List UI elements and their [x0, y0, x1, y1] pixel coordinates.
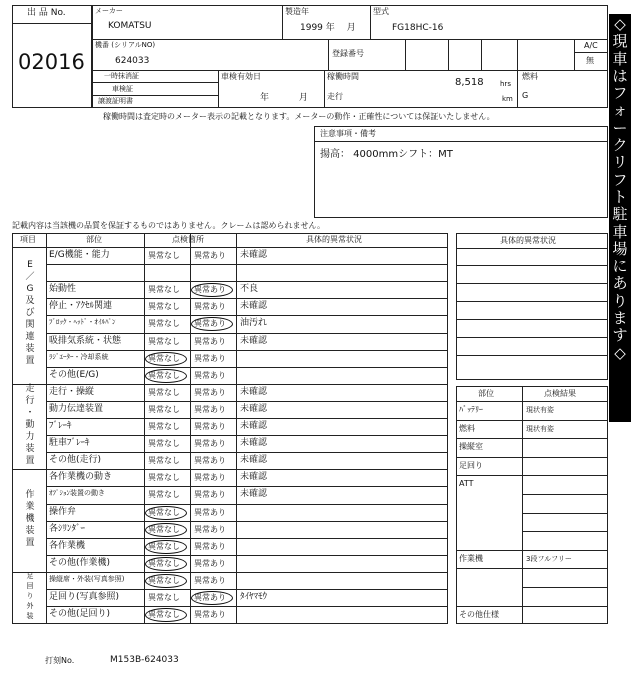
check-circle: [145, 608, 187, 622]
normal-option: 異常なし: [148, 473, 180, 483]
row-part: ﾗｼﾞｴｰﾀｰ・冷却系統: [49, 352, 109, 361]
side-banner-char: ク: [612, 136, 628, 155]
result-value: 3段フルフリー: [526, 554, 572, 563]
row-part: 走行・操縦: [49, 386, 95, 397]
header-line: [517, 39, 518, 70]
check-circle: [145, 523, 187, 537]
detail-line: [456, 319, 608, 320]
group-label-char: 回: [26, 581, 34, 590]
result-header-result: 点検結果: [544, 389, 576, 398]
group-label-char: 装: [26, 611, 34, 620]
stamp-label: 打刻No.: [45, 656, 75, 665]
inspection-value: 年 月: [260, 93, 308, 103]
group-label-char: 装: [25, 344, 35, 355]
detail-line: [456, 355, 608, 356]
abnormal-option: 異常あり: [194, 473, 226, 483]
result-part: 足回り: [459, 460, 483, 470]
row-part: 動力伝達装置: [49, 403, 104, 414]
group-label-char: 関: [25, 320, 35, 331]
group-label-char: 動: [25, 419, 35, 430]
table-line: [12, 469, 448, 470]
table-line: [236, 233, 237, 624]
result-line: [522, 386, 523, 624]
group-label-char: 置: [25, 356, 35, 367]
side-banner-char: り: [612, 291, 628, 310]
header-line: [405, 39, 406, 70]
side-banner-char: ま: [612, 309, 628, 328]
result-part: 燃料: [459, 423, 475, 433]
abnormal-option: 異常あり: [194, 387, 226, 397]
group-label-char: 作: [25, 489, 35, 500]
normal-option: 異常なし: [148, 251, 180, 260]
abnormal-option: 異常あり: [194, 319, 226, 329]
group-label-char: ／: [25, 272, 35, 283]
row-status: 未確認: [240, 386, 268, 397]
result-line: [456, 438, 608, 439]
year-value: 1999 年 月: [300, 23, 356, 33]
abnormal-option: 異常あり: [194, 422, 226, 431]
row-status: 不良: [240, 284, 259, 295]
header-line: [92, 95, 218, 96]
normal-option: 異常なし: [148, 319, 180, 329]
side-banner-char: 車: [612, 49, 628, 68]
table-line: [46, 452, 448, 453]
meter-notice: 稼働時間は査定時のメーター表示の記載となります。メーターの動作・正確性については保証いたしません。: [103, 112, 495, 121]
side-banner-char: は: [612, 66, 628, 85]
result-line: [522, 513, 608, 514]
km-unit: km: [502, 95, 513, 103]
side-banner-char: フ: [612, 84, 628, 103]
ac-value: 無: [586, 56, 594, 65]
header-line: [328, 39, 329, 70]
group-label-char: 及: [25, 296, 35, 307]
normal-option: 異常なし: [148, 610, 180, 620]
inspection-label: 車検有効日: [221, 72, 261, 81]
detail-header: 具体的異常状況: [500, 236, 556, 245]
result-line: [456, 401, 608, 402]
group-label-char: 行: [25, 395, 35, 406]
group-label-char: 装: [25, 443, 35, 454]
lot-divider: [12, 23, 92, 24]
hours-unit: hrs: [500, 80, 511, 88]
table-line: [46, 333, 448, 334]
table-line: [46, 606, 448, 607]
table-line: [46, 435, 448, 436]
row-part: 足回り(写真参照): [49, 592, 120, 602]
abnormal-option: 異常あり: [194, 610, 226, 620]
abnormal-option: 異常あり: [194, 336, 226, 346]
group-label-char: 外: [26, 601, 34, 610]
row-part: ｵﾌﾟｼｮﾝ装置の動き: [49, 489, 105, 498]
check-circle: [145, 540, 187, 554]
header-line: [92, 70, 218, 71]
row-part: 各作業機の動き: [49, 472, 113, 483]
normal-option: 異常なし: [148, 404, 180, 414]
row-status: 未確認: [240, 438, 268, 449]
row-part: その他(走行): [49, 455, 102, 466]
table-line: [46, 315, 448, 316]
table-line: [46, 504, 448, 505]
abnormal-option: 異常あり: [194, 524, 226, 534]
quality-notice: 記載内容は当該機の品質を保証するものではありません。クレームは認められません。: [12, 221, 325, 230]
fuel-label: 燃料: [522, 72, 538, 81]
normal-option: 異常なし: [148, 439, 180, 449]
row-part: 始動性: [49, 284, 77, 295]
hours-label: 稼働時間: [327, 72, 359, 81]
header-line: [92, 82, 218, 83]
group-label-char: 機: [25, 513, 35, 524]
table-line: [46, 367, 448, 368]
table-line: [46, 521, 448, 522]
row-part: 各ｼﾘﾝﾀﾞｰ: [49, 523, 86, 534]
group-label-char: 走: [25, 383, 35, 394]
result-line: [522, 494, 608, 495]
result-line: [456, 475, 608, 476]
side-banner-char: ◇: [614, 15, 626, 33]
lot-label: 出 品 No.: [27, 8, 66, 18]
reg-label: 登録番号: [332, 49, 364, 58]
side-banner-char: ォ: [612, 101, 628, 120]
header-line: [282, 5, 283, 39]
side-banner-char: あ: [612, 274, 628, 293]
row-status: 未確認: [240, 472, 268, 483]
header-line: [481, 39, 482, 70]
group-label-char: G: [26, 284, 34, 295]
header-line: [218, 70, 219, 108]
side-banner-char: ◇: [614, 343, 626, 362]
result-table: [456, 386, 608, 624]
group-label-char: 置: [25, 455, 35, 466]
side-banner-char: 車: [612, 222, 628, 241]
serial-value: 624033: [115, 56, 150, 66]
normal-option: 異常なし: [148, 302, 180, 312]
group-label-char: り: [26, 591, 34, 600]
side-banner: [609, 14, 631, 422]
row-status: 未確認: [240, 403, 268, 414]
detail-line: [456, 301, 608, 302]
group-label-char: 力: [25, 431, 35, 442]
header-line: [324, 70, 325, 108]
normal-option: 異常なし: [148, 490, 180, 500]
normal-option: 異常なし: [148, 370, 180, 380]
header-item: 項目: [20, 235, 36, 244]
abnormal-option: 異常あり: [194, 439, 226, 449]
row-part: 各作業機: [49, 540, 86, 551]
group-label-char: び: [25, 308, 35, 319]
result-part: その他仕様: [459, 609, 499, 619]
normal-option: 異常なし: [148, 353, 180, 363]
abnormal-option: 異常あり: [194, 302, 226, 312]
fuel-value: G: [522, 91, 529, 100]
side-banner-char: フ: [612, 170, 628, 189]
result-part: ATT: [459, 479, 474, 489]
abnormal-option: 異常あり: [194, 507, 226, 517]
side-banner-text: [609, 16, 631, 362]
table-line: [12, 247, 448, 248]
row-status: 未確認: [240, 421, 268, 431]
abnormal-option: 異常あり: [194, 558, 226, 568]
abnormal-option: 異常あり: [194, 575, 226, 585]
maker-label: メーカー: [95, 7, 123, 15]
abnormal-option: 異常あり: [194, 370, 226, 380]
year-label: 製造年: [285, 7, 309, 16]
row-part: 吸排気系統・状態: [49, 335, 122, 346]
row-status: 油汚れ: [240, 318, 268, 329]
side-banner-char: す: [612, 326, 628, 345]
lot-number: 02016: [18, 50, 85, 74]
row-status: ﾀｲﾔﾏﾓｳ: [240, 592, 268, 602]
result-line: [456, 420, 608, 421]
temp-cert-label: 一時抹消証: [104, 72, 139, 80]
header-line: [574, 52, 608, 53]
side-banner-char: 現: [612, 32, 628, 51]
table-line: [46, 298, 448, 299]
result-line: [456, 550, 608, 551]
hours-value: 8,518: [455, 77, 484, 88]
detail-table: [456, 233, 608, 380]
transfer-cert-label: 譲渡証明書: [98, 97, 133, 105]
row-part: 駐車ﾌﾞﾚｰｷ: [49, 438, 90, 449]
table-line: [46, 281, 448, 282]
model-label: 型式: [373, 7, 389, 16]
abnormal-option: 異常あり: [194, 490, 226, 500]
table-line: [46, 589, 448, 590]
row-part: その他(E/G): [49, 369, 99, 380]
normal-option: 異常なし: [148, 456, 180, 466]
header-line: [218, 70, 608, 71]
header-line: [370, 5, 371, 39]
result-header-part: 部位: [478, 389, 494, 398]
normal-option: 異常なし: [148, 422, 180, 431]
group-label-char: 足: [26, 571, 34, 580]
abnormal-option: 異常あり: [194, 353, 226, 363]
result-part: 操縦室: [459, 442, 483, 452]
abnormal-option: 異常あり: [194, 456, 226, 466]
abnormal-option: 異常あり: [194, 541, 226, 551]
side-banner-char: 駐: [612, 205, 628, 224]
result-value: 現状有姿: [526, 406, 554, 414]
remarks-text: 揚高： 4000mmシフト：MT: [320, 149, 453, 160]
header-detail: 具体的異常状況: [306, 235, 362, 244]
result-line: [522, 531, 608, 532]
header-check: 点検箇所: [172, 235, 204, 244]
stamp-value: M153B-624033: [110, 655, 179, 665]
abnormal-option: 異常あり: [194, 593, 226, 602]
side-banner-char: 場: [612, 239, 628, 258]
row-status: 未確認: [240, 250, 268, 260]
maker-value: KOMATSU: [108, 21, 152, 31]
abnormal-option: 異常あり: [194, 285, 226, 295]
normal-option: 異常なし: [148, 285, 180, 295]
row-part: ﾌﾞﾚｰｷ: [49, 421, 72, 431]
check-circle: [145, 557, 187, 571]
normal-option: 異常なし: [148, 524, 180, 534]
row-part: 操作弁: [49, 506, 77, 517]
group-label-char: 連: [25, 332, 35, 343]
group-label-char: E: [27, 260, 33, 271]
detail-line: [456, 337, 608, 338]
group-label-char: 装: [25, 525, 35, 536]
check-circle: [191, 591, 233, 605]
detail-line: [456, 265, 608, 266]
row-part: E/G機能・能力: [49, 250, 110, 260]
detail-line: [456, 283, 608, 284]
side-banner-char: リ: [612, 153, 628, 172]
check-circle: [145, 506, 187, 520]
group-label-char: 業: [25, 501, 35, 512]
result-line: [456, 457, 608, 458]
table-line: [46, 233, 47, 624]
result-part: 作業機: [459, 553, 483, 563]
header-part: 部位: [86, 235, 102, 244]
vehicle-cert-label: 車検証: [112, 85, 133, 93]
result-line: [456, 606, 608, 607]
table-line: [46, 538, 448, 539]
header-line: [92, 39, 608, 40]
abnormal-option: 異常あり: [194, 251, 226, 260]
side-banner-char: に: [612, 257, 628, 276]
abnormal-option: 異常あり: [194, 404, 226, 414]
serial-label: 機番 (シリアルNO): [95, 41, 156, 49]
result-line: [522, 587, 608, 588]
check-circle: [145, 352, 187, 366]
result-value: 現状有姿: [526, 424, 554, 433]
table-line: [46, 418, 448, 419]
row-status: 未確認: [240, 335, 268, 346]
group-label-char: 置: [25, 537, 35, 548]
remarks-label: 注意事項・備考: [320, 129, 376, 138]
normal-option: 異常なし: [148, 387, 180, 397]
header-line: [574, 39, 575, 70]
normal-option: 異常なし: [148, 336, 180, 346]
table-line: [12, 384, 448, 385]
table-line: [46, 350, 448, 351]
table-line: [46, 401, 448, 402]
result-part: ﾊﾞｯﾃﾘｰ: [459, 405, 483, 414]
normal-option: 異常なし: [148, 593, 180, 602]
result-line: [456, 568, 608, 569]
header-line: [448, 39, 449, 70]
table-line: [46, 555, 448, 556]
normal-option: 異常なし: [148, 558, 180, 568]
row-part: その他(作業機): [49, 557, 111, 568]
check-circle: [145, 369, 187, 383]
normal-option: 異常なし: [148, 541, 180, 551]
model-value: FG18HC-16: [392, 23, 444, 33]
detail-line: [456, 248, 608, 249]
normal-option: 異常なし: [148, 507, 180, 517]
header-line: [517, 70, 518, 108]
table-line: [46, 486, 448, 487]
remarks-box: [314, 126, 608, 218]
row-status: 未確認: [240, 489, 268, 500]
row-part: 操縦席・外装(写真参照): [49, 574, 125, 583]
row-part: その他(足回り): [49, 609, 111, 620]
travel-label: 走行: [327, 92, 343, 101]
table-line: [12, 572, 448, 573]
remarks-divider: [314, 141, 608, 142]
row-part: 停止・ｱｸｾﾙ関連: [49, 301, 113, 312]
check-circle: [145, 574, 187, 588]
table-line: [46, 264, 448, 265]
row-status: 未確認: [240, 455, 268, 466]
normal-option: 異常なし: [148, 575, 180, 585]
row-part: ﾌﾞﾛｯｸ・ﾍｯﾄﾞ・ｵｲﾙﾊﾟﾝ: [49, 318, 116, 327]
group-label-char: ・: [25, 407, 35, 418]
side-banner-char: ト: [612, 187, 628, 206]
ac-label: A/C: [584, 41, 598, 50]
row-status: 未確認: [240, 301, 268, 312]
side-banner-char: ー: [612, 118, 628, 137]
